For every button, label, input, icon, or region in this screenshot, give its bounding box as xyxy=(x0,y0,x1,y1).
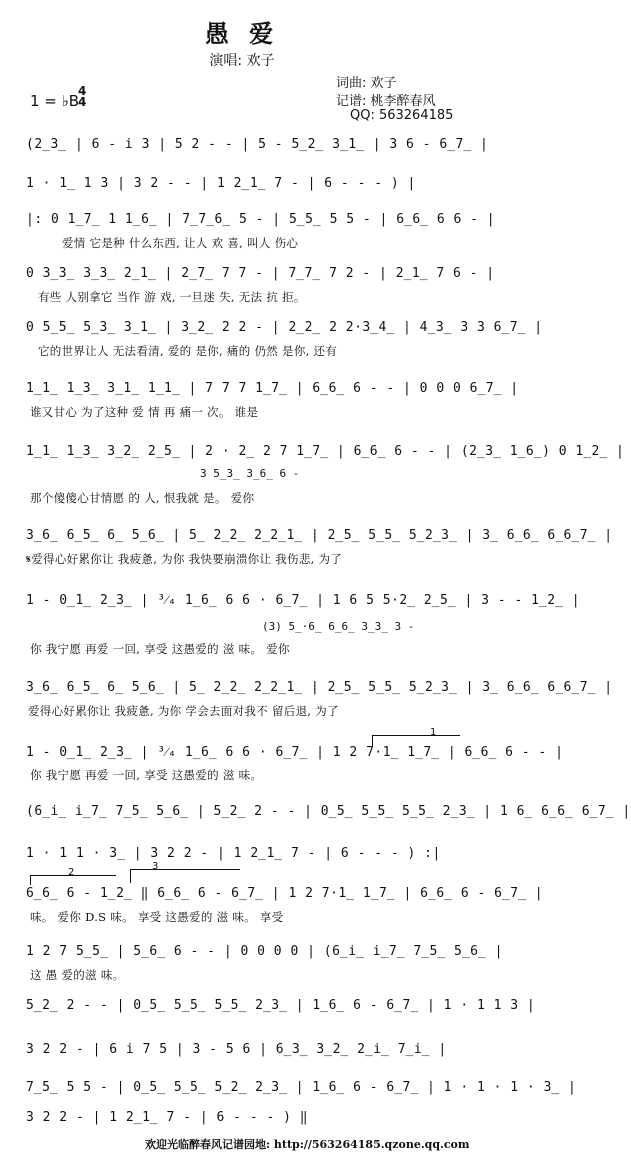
lyric-row-3: 爱情 它是种 什么东西, 让人 欢 喜, 叫人 伤心 xyxy=(62,236,299,250)
score-row-18: 7̲5̲ 5 5 - | 0̲5̲ 5̲5̲ 5̲2̲ 2̲3̲ | 1̲6̲ 6 - 6̲7̲ | 1 · 1 · 1 · 3̲ | xyxy=(26,1080,577,1095)
lyric-row-11: 你 我宁愿 再爱 一回, 享受 这愚爱的 滋 味。 xyxy=(30,768,263,782)
singer: 演唱: 欢子 xyxy=(209,53,275,69)
lyric-row-9: 你 我宁愿 再爱 一回, 享受 这愚爱的 滋 味。 爱你 xyxy=(30,642,290,656)
lyricist: 词曲: 欢子 xyxy=(336,76,397,91)
volta-2-start xyxy=(30,875,31,885)
qq-number: QQ: 563264185 xyxy=(350,108,454,123)
score-row-6: 1̲1̲ 1̲3̲ 3̲1̲ 1̲1̲ | 7 7 7 1̲7̲ | 6̲6̲ 6 - - | 0 0 0 6̲7̲ | xyxy=(26,381,519,396)
time-bottom: 4 xyxy=(78,95,87,109)
score-row-12: (6̲i̲ i̲7̲ 7̲5̲ 5̲6̲ | 5̲2̲ 2 - - | 0̲5̲ 5̲5̲ 5̲5̲ 2̲3̲ | 1 6̲ 6̲6̲ 6̲7̲ | xyxy=(26,804,631,819)
score-row-15: 1 2 7 5̲5̲ | 5̲6̲ 6 - - | 0 0 0 0 | (6̲i̲ i̲7̲ 7̲5̲ 5̲6̲ | xyxy=(26,944,503,959)
volta-1-line xyxy=(372,735,460,736)
score-row-19: 3 2 2 - | 1 2̲1̲ 7 - | 6 - - - ) ‖ xyxy=(26,1110,309,1125)
lyric-row-10: 爱得心好累你让 我疲惫, 为你 学会去面对我不 留后退, 为了 xyxy=(28,704,339,718)
lyric-row-6: 谁又甘心 为了这种 爱 情 再 痛一 次。 谁是 xyxy=(30,405,259,419)
score-row-7: 1̲1̲ 1̲3̲ 3̲2̲ 2̲5̲ | 2 · 2̲ 2 7 1̲7̲ | 6̲6̲ 6 - - | (2̲3̲ 1̲6̲) 0 1̲2̲ | xyxy=(26,444,625,459)
score-row-4: 0 3̲3̲ 3̲3̲ 2̲1̲ | 2̲7̲ 7 7 - | 7̲7̲ 7 2 - | 2̲1̲ 7 6 - | xyxy=(26,266,495,281)
time-signature xyxy=(78,86,86,108)
volta-3-start xyxy=(130,869,131,883)
footer-credit: 欢迎光临醉春风记谱园地: http://563264185.qzone.qq.com xyxy=(145,1138,470,1151)
score-row-8: 3̲6̲ 6̲5̲ 6̲ 5̲6̲ | 5̲ 2̲2̲ 2̲2̲1̲ | 2̲5̲ 5̲5̲ 5̲2̲3̲ | 3̲ 6̲6̲ 6̲6̲7̲ | xyxy=(26,528,613,543)
transcriber: 记谱: 桃李醉春风 xyxy=(336,94,436,109)
lyric-row-8: 𝄋爱得心好累你让 我疲惫, 为你 我快要崩溃你让 我伤悲, 为了 xyxy=(26,552,343,566)
score-row-1: (2̲3̲ | 6 - i 3 | 5 2 - - | 5 - 5̲2̲ 3̲1̲ | 3 6 - 6̲7̲ | xyxy=(26,137,489,152)
score-row-17: 3 2 2 - | 6 i 7 5 | 3 - 5 6 | 6̲3̲ 3̲2̲ 2̲i̲ 7̲i̲ | xyxy=(26,1042,447,1057)
small-notes-1: 3 5̲3̲ 3̲6̲ 6 - xyxy=(200,467,300,480)
score-row-10: 3̲6̲ 6̲5̲ 6̲ 5̲6̲ | 5̲ 2̲2̲ 2̲2̲1̲ | 2̲5̲ 5̲5̲ 5̲2̲3̲ | 3̲ 6̲6̲ 6̲6̲7̲ | xyxy=(26,680,613,695)
key-signature: 1 = ♭B xyxy=(30,92,80,110)
small-notes-2: (3) 5̲·6̲ 6̲6̲ 3̲3̲ 3 - xyxy=(262,620,415,633)
lyric-row-4: 有些 人别拿它 当作 游 戏, 一旦迷 失, 无法 抗 拒。 xyxy=(38,290,306,304)
volta-3-line xyxy=(130,869,240,870)
score-row-13: 1 · 1 1 · 3̲ | 3 2 2 - | 1 2̲1̲ 7 - | 6 - - - ) :| xyxy=(26,846,441,861)
lyric-row-5: 它的世界让人 无法看清, 爱的 是你, 痛的 仍然 是你, 还有 xyxy=(38,344,338,358)
volta-3-label: 3 xyxy=(152,861,159,872)
score-row-14: 6̲6̲ 6 - 1̲2̲ ‖ 6̲6̲ 6 - 6̲7̲ | 1 2 7·1̲ 1̲7̲ | 6̲6̲ 6 - 6̲7̲ | xyxy=(26,886,544,901)
song-title: 愚 爱 xyxy=(204,19,280,48)
score-row-2: 1 · 1̲ 1 3 | 3 2 - - | 1 2̲1̲ 7 - | 6 - - - ) | xyxy=(26,176,416,191)
score-row-9: 1 - 0̲1̲ 2̲3̲ | ³⁄₄ 1̲6̲ 6 6 · 6̲7̲ | 1 6 5 5·2̲ 2̲5̲ | 3 - - 1̲2̲ | xyxy=(26,593,581,608)
score-row-11: 1 - 0̲1̲ 2̲3̲ | ³⁄₄ 1̲6̲ 6 6 · 6̲7̲ | 1 2 7·1̲ 1̲7̲ | 6̲6̲ 6 - - | xyxy=(26,745,564,760)
lyric-row-15: 这 愚 爱的滋 味。 xyxy=(30,968,125,982)
score-row-16: 5̲2̲ 2 - - | 0̲5̲ 5̲5̲ 5̲5̲ 2̲3̲ | 1̲6̲ 6 - 6̲7̲ | 1 · 1 1 3 | xyxy=(26,998,536,1013)
time-top: 4 xyxy=(78,84,87,98)
volta-2-label: 2 xyxy=(68,867,75,878)
score-row-5: 0 5̲5̲ 5̲3̲ 3̲1̲ | 3̲2̲ 2 2 - | 2̲2̲ 2 2·3̲4̲ | 4̲3̲ 3 3 6̲7̲ | xyxy=(26,320,543,335)
volta-1-label: 1 xyxy=(430,727,437,738)
lyric-row-7: 那个傻傻心甘情愿 的 人, 恨我就 是。 爱你 xyxy=(30,491,255,505)
score-row-3: |: 0 1̲7̲ 1 1̲6̲ | 7̲7̲6̲ 5 - | 5̲5̲ 5 5 - | 6̲6̲ 6 6 - | xyxy=(26,212,496,227)
lyric-row-14: 味。 爱你 D.S 味。 享受 这愚爱的 滋 味。 享受 xyxy=(30,910,284,924)
